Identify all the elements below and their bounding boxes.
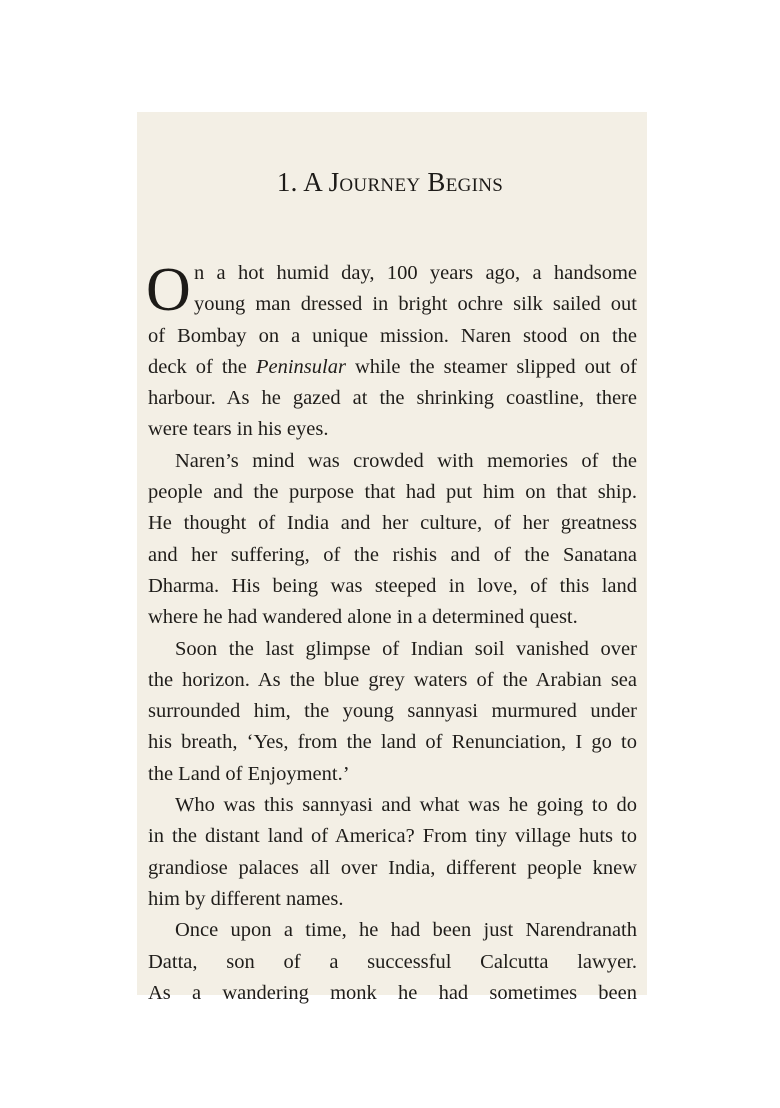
- text-line: n a hot humid day, 100 years ago, a handsome: [194, 262, 637, 284]
- drop-cap: O: [146, 256, 191, 324]
- text-line: people and the purpose that had put him on that ship.: [148, 481, 637, 504]
- text-line: surrounded him, the young sannyasi murmured under: [148, 700, 637, 723]
- text-line: Datta, son of a successful Calcutta lawyer.: [148, 950, 637, 973]
- text-line: of Bombay on a unique mission. Naren stood on the: [148, 324, 637, 347]
- text-line: young man dressed in bright ochre silk sailed out: [194, 293, 637, 316]
- text-line: harbour. As he gazed at the shrinking coastline, there: [148, 387, 637, 410]
- text-line: He thought of India and her culture, of her greatness: [148, 512, 637, 535]
- text-line: Dharma. His being was steeped in love, of this land: [148, 574, 637, 597]
- text-line: were tears in his eyes.: [148, 418, 329, 441]
- text-line: where he had wandered alone in a determined quest.: [148, 606, 578, 629]
- text-line: the horizon. As the blue grey waters of the Arabian sea: [148, 668, 637, 691]
- text-line: his breath, ‘Yes, from the land of Renunciation, I go to: [148, 731, 637, 754]
- text-line: Naren’s mind was crowded with memories of the: [175, 449, 637, 472]
- text-line: Soon the last glimpse of Indian soil vanished over: [175, 637, 637, 660]
- text-span: while the steamer slipped out of: [345, 355, 637, 378]
- text-line: and her suffering, of the rishis and of the Sanatana: [148, 543, 637, 566]
- text-line: grandiose palaces all over India, different people knew: [148, 856, 637, 879]
- chapter-body: [148, 258, 637, 1009]
- chapter-title: 1. A Journey Begins: [276, 167, 504, 197]
- text-line: in the distant land of America? From tiny village huts to: [148, 825, 637, 848]
- text-line: him by different names.: [148, 887, 344, 910]
- text-span: deck of the: [148, 355, 256, 378]
- text-line: Once upon a time, he had been just Narendranath: [175, 919, 637, 942]
- text-line: As a wandering monk he had sometimes been: [148, 981, 637, 1004]
- text-line: the Land of Enjoyment.’: [148, 762, 350, 785]
- italic-text: Peninsular: [255, 355, 346, 378]
- text-line: Who was this sannyasi and what was he going to do: [175, 794, 637, 817]
- text-line: [148, 352, 637, 383]
